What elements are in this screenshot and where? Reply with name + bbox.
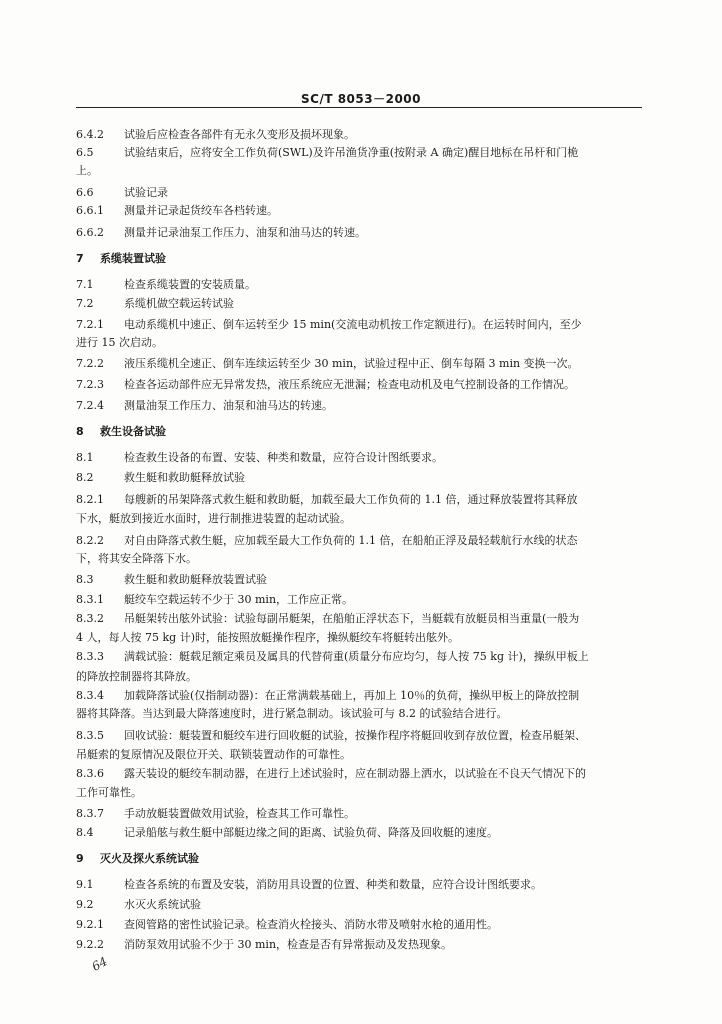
clause-number: 7.2.2: [76, 357, 104, 370]
clause-text: 系缆机做空载运转试验: [124, 297, 234, 310]
clause-text: 工作可靠性。: [76, 786, 142, 799]
handwritten-page-note: 64: [89, 954, 110, 974]
clause-text: 水灭火系统试验: [124, 898, 201, 911]
paragraph-continuation: [0, 629, 722, 647]
paragraph-continuation: [0, 550, 722, 568]
clause-text: 救生设备试验: [100, 425, 166, 438]
clause-line: [0, 355, 722, 373]
clause-text: 加载降落试验(仅指制动器)：在正常满载基础上，再加上 10％的负荷，操纵甲板上的降放控制: [124, 689, 580, 702]
clause-line: [0, 591, 722, 609]
clause-line: [0, 126, 722, 144]
clause-text: 测量并记录起货绞车各档转速。: [124, 204, 278, 217]
clause-number: 7: [76, 252, 84, 265]
clause-line: [0, 916, 722, 934]
paragraph-continuation: [0, 510, 722, 528]
clause-text: 检查各运动部件应无异常发热，液压系统应无泄漏；检查电动机及电气控制设备的工作情况。: [124, 378, 575, 391]
clause-number: 9.2.1: [76, 918, 104, 931]
clause-number: 8.3.3: [76, 650, 104, 663]
clause-text: 试验后应检查各部件有无永久变形及损坏现象。: [124, 128, 355, 141]
clause-text: 救生艇和救助艇释放装置试验: [124, 573, 267, 586]
clause-number: 6.6.1: [76, 204, 104, 217]
clause-line: [0, 648, 722, 666]
clause-number: 8.2.2: [76, 534, 104, 547]
clause-text: 的降放控制器将其降放。: [76, 670, 197, 683]
clause-number: 9.2: [76, 898, 94, 911]
clause-line: [0, 184, 722, 202]
clause-text: 上。: [76, 164, 98, 177]
clause-line: [0, 397, 722, 415]
clause-text: 对自由降落式救生艇，应加载至最大工作负荷的 1.1 倍，在船舶正浮及最轻载航行水线的状态: [124, 534, 578, 547]
clause-number: 6.6: [76, 186, 94, 199]
clause-line: [0, 610, 722, 628]
clause-number: 8.3.1: [76, 593, 104, 606]
clause-line: [0, 316, 722, 334]
standard-header: SC/T 8053－2000: [301, 92, 421, 106]
clause-text: 满载试验：艇载足额定乘员及属具的代替荷重(质量分布应均匀，每人按 75 kg 计)，操纵甲板上: [124, 650, 589, 663]
section-heading: [0, 423, 722, 441]
clause-line: [0, 571, 722, 589]
clause-line: [0, 276, 722, 294]
clause-text: 下，将其安全降落下水。: [76, 552, 197, 565]
clause-text: 每艘新的吊架降落式救生艇和救助艇，加载至最大工作负荷的 1.1 倍，通过释放装置将其释放: [124, 493, 578, 506]
clause-text: 液压系缆机全速正、倒车连续运转至少 30 min，试验过程中正、倒车每隔 3 min 变换一次。: [124, 357, 579, 370]
clause-number: 9.2.2: [76, 938, 104, 951]
clause-text: 4 人，每人按 75 kg 计)时，能按照放艇操作程序，操纵艇绞车将艇转出舷外。: [76, 631, 459, 644]
clause-number: 8.3.7: [76, 807, 104, 820]
clause-number: 9.1: [76, 878, 94, 891]
section-heading: [0, 250, 722, 268]
clause-number: 8.3.6: [76, 767, 104, 780]
clause-line: [0, 224, 722, 242]
clause-line: [0, 824, 722, 842]
clause-line: [0, 532, 722, 550]
clause-number: 8.2: [76, 471, 94, 484]
clause-number: 8.1: [76, 451, 94, 464]
clause-text: 回收试验：艇装置和艇绞车进行回收艇的试验，按操作程序将艇回收到存放位置，检查吊艇架、: [124, 729, 586, 742]
clause-text: 消防泵效用试验不少于 30 min，检查是否有异常振动及发热现象。: [124, 938, 453, 951]
clause-text: 进行 15 次启动。: [76, 336, 163, 349]
clause-line: [0, 376, 722, 394]
clause-number: 7.2.3: [76, 378, 104, 391]
paragraph-continuation: [0, 668, 722, 686]
clause-number: 6.5: [76, 146, 94, 159]
clause-number: 7.2: [76, 297, 94, 310]
clause-text: 试验记录: [124, 186, 168, 199]
clause-number: 7.1: [76, 278, 94, 291]
clause-number: 6.6.2: [76, 226, 104, 239]
clause-number: 8.3.5: [76, 729, 104, 742]
clause-text: 系缆装置试验: [100, 252, 166, 265]
clause-line: [0, 687, 722, 705]
clause-line: [0, 876, 722, 894]
clause-text: 灭火及探火系统试验: [100, 852, 199, 865]
clause-text: 露天装设的艇绞车制动器，在进行上述试验时，应在制动器上洒水，以试验在不良天气情况下的: [124, 767, 586, 780]
clause-text: 艇绞车空载运转不少于 30 min，工作应正常。: [124, 593, 354, 606]
clause-line: [0, 896, 722, 914]
clause-number: 7.2.4: [76, 399, 104, 412]
clause-text: 测量并记录油泵工作压力、油泵和油马达的转速。: [124, 226, 366, 239]
clause-line: [0, 765, 722, 783]
clause-line: [0, 469, 722, 487]
clause-text: 查阅管路的密性试验记录。检查消火栓接头、消防水带及喷射水枪的通用性。: [124, 918, 498, 931]
paragraph-continuation: [0, 746, 722, 764]
paragraph-continuation: [0, 784, 722, 802]
clause-line: [0, 449, 722, 467]
paragraph-continuation: [0, 334, 722, 352]
clause-number: 8.3.4: [76, 689, 104, 702]
clause-text: 器将其降落。当达到最大降落速度时，进行紧急制动。该试验可与 8.2 的试验结合进行。: [76, 707, 508, 720]
clause-number: 8.4: [76, 826, 94, 839]
header-rule: [76, 107, 642, 108]
clause-text: 检查各系统的布置及安装，消防用具设置的位置、种类和数量，应符合设计图纸要求。: [124, 878, 542, 891]
clause-line: [0, 727, 722, 745]
clause-line: [0, 144, 722, 162]
clause-number: 7.2.1: [76, 318, 104, 331]
clause-text: 试验结束后，应将安全工作负荷(SWL)及许吊渔货净重(按附录 A 确定)醒目地标在吊杆和门桅: [124, 146, 579, 159]
clause-number: 8.3: [76, 573, 94, 586]
clause-line: [0, 936, 722, 954]
clause-text: 手动放艇装置做效用试验，检查其工作可靠性。: [124, 807, 355, 820]
clause-text: 检查系缆装置的安装质量。: [124, 278, 256, 291]
clause-text: 救生艇和救助艇释放试验: [124, 471, 245, 484]
clause-number: 6.4.2: [76, 128, 104, 141]
clause-text: 电动系缆机中速正、倒车运转至少 15 min(交流电动机按工作定额进行)。在运转时间内，至少: [124, 318, 582, 331]
clause-text: 吊艇索的复原情况及限位开关、联锁装置动作的可靠性。: [76, 748, 351, 761]
section-heading: [0, 850, 722, 868]
clause-text: 吊艇架转出舷外试验：试验每副吊艇架，在船舶正浮状态下，当艇载有放艇员相当重量(一般为: [124, 612, 580, 625]
clause-line: [0, 202, 722, 220]
clause-number: 8.3.2: [76, 612, 104, 625]
clause-text: 测量油泵工作压力、油泵和油马达的转速。: [124, 399, 333, 412]
clause-text: 记录船舷与救生艇中部艇边缘之间的距离、试验负荷、降落及回收艇的速度。: [124, 826, 498, 839]
clause-line: [0, 805, 722, 823]
paragraph-continuation: [0, 162, 722, 180]
clause-line: [0, 491, 722, 509]
clause-number: 8: [76, 425, 84, 438]
clause-text: 检查救生设备的布置、安装、种类和数量，应符合设计图纸要求。: [124, 451, 443, 464]
clause-line: [0, 295, 722, 313]
clause-number: 9: [76, 852, 84, 865]
paragraph-continuation: [0, 705, 722, 723]
clause-text: 下水，艇放到接近水面时，进行制推进装置的起动试验。: [76, 512, 351, 525]
clause-number: 8.2.1: [76, 493, 104, 506]
